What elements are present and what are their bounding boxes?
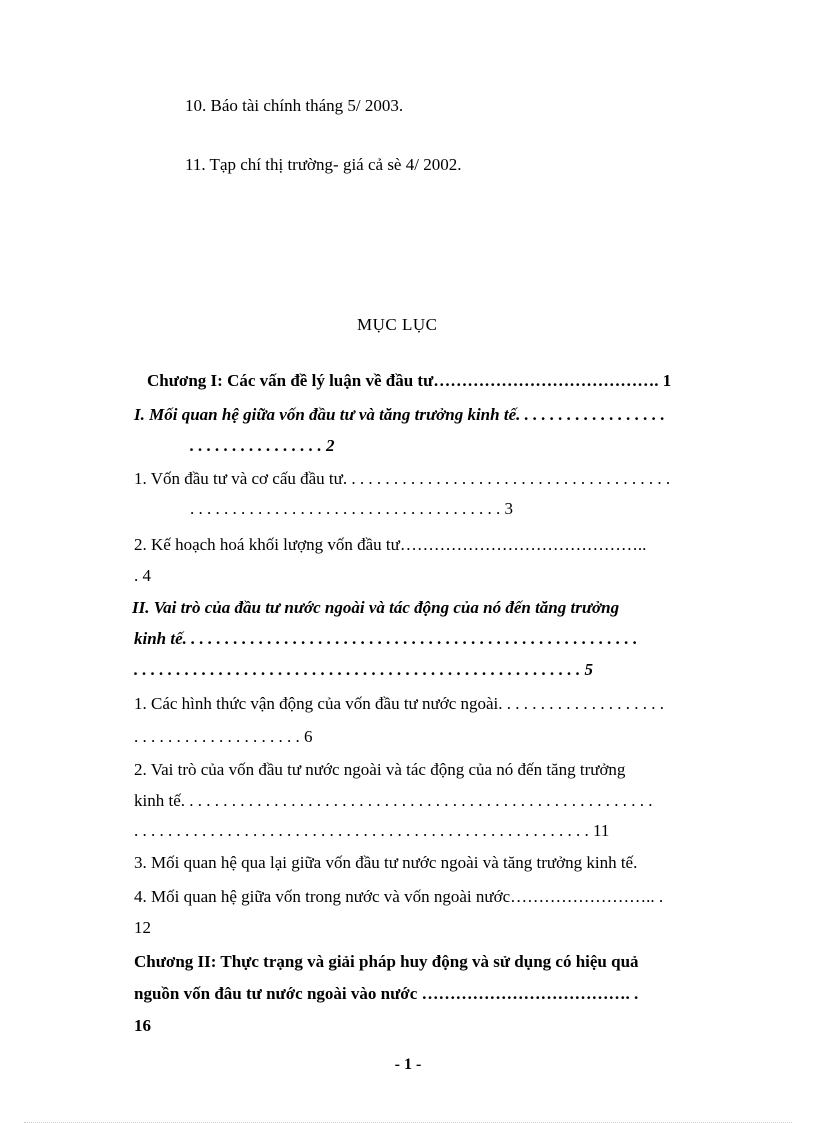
toc-item-2-4-cont: 12 (134, 918, 151, 937)
toc-chapter-2: Chương II: Thực trạng và giải pháp huy động và sử dụng có hiệu quả (134, 952, 639, 971)
toc-chapter-2-cont: nguồn vốn đâu tư nước ngoài vào nước ………………………………. . (134, 984, 639, 1003)
toc-title: MỤC LỤC (357, 315, 438, 334)
toc-item-1-2: 2. Kế hoạch hoá khối lượng vốn đầu tư…………………………………….. (134, 535, 647, 554)
toc-item-2-3: 3. Mối quan hệ qua lại giữa vốn đầu tư nước ngoài và tăng trưởng kinh tế. (134, 853, 638, 872)
toc-section-1-cont: . . . . . . . . . . . . . . . . 2 (190, 436, 335, 455)
reference-11: 11. Tạp chí thị trường- giá cả sè 4/ 2002. (185, 155, 462, 174)
toc-section-2: II. Vai trò của đầu tư nước ngoài và tác động của nó đến tăng trưởng (132, 598, 620, 617)
toc-item-2-2-cont2: . . . . . . . . . . . . . . . . . . . . . . . . . . . . . . . . . . . . . . . . . . . . . . . . . . . . . . 11 (134, 821, 610, 840)
toc-section-1: I. Mối quan hệ giữa vốn đầu tư và tăng trưởng kinh tế. . . . . . . . . . . . . . . . . . (134, 405, 665, 424)
toc-section-2-cont: kinh tế. . . . . . . . . . . . . . . . . . . . . . . . . . . . . . . . . . . . . . . . . . . . . . . . . . . . . . (134, 629, 638, 648)
toc-chapter-2-page: 16 (134, 1016, 151, 1035)
toc-item-2-1-cont: . . . . . . . . . . . . . . . . . . . . 6 (134, 727, 313, 746)
toc-item-1-2-cont: . 4 (134, 566, 151, 585)
toc-section-2-cont2: . . . . . . . . . . . . . . . . . . . . . . . . . . . . . . . . . . . . . . . . . . . . . . . . . . . . . 5 (134, 660, 593, 679)
toc-chapter-1: Chương I: Các vấn đề lý luận về đầu tư…………………………………. 1 (147, 371, 672, 390)
toc-item-1-1-cont: . . . . . . . . . . . . . . . . . . . . . . . . . . . . . . . . . . . . . 3 (190, 499, 513, 518)
toc-item-2-2: 2. Vai trò của vốn đầu tư nước ngoài và tác động của nó đến tăng trưởng (134, 760, 626, 779)
toc-item-2-1: 1. Các hình thức vận động của vốn đầu tư nước ngoài. . . . . . . . . . . . . . . . . . . . (134, 694, 665, 713)
toc-item-2-4: 4. Mối quan hệ giữa vốn trong nước và vốn ngoài nước…………………….. . (134, 887, 664, 906)
reference-10: 10. Báo tài chính tháng 5/ 2003. (185, 96, 404, 115)
toc-item-1-1: 1. Vốn đầu tư và cơ cấu đầu tư. . . . . . . . . . . . . . . . . . . . . . . . . . . . . . . . . . . . . . . (134, 469, 671, 488)
page-number: - 1 - (394, 1056, 422, 1073)
toc-item-2-2-cont: kinh tế. . . . . . . . . . . . . . . . . . . . . . . . . . . . . . . . . . . . . . . . . . . . . . . . . . . . . . . . (134, 791, 653, 810)
